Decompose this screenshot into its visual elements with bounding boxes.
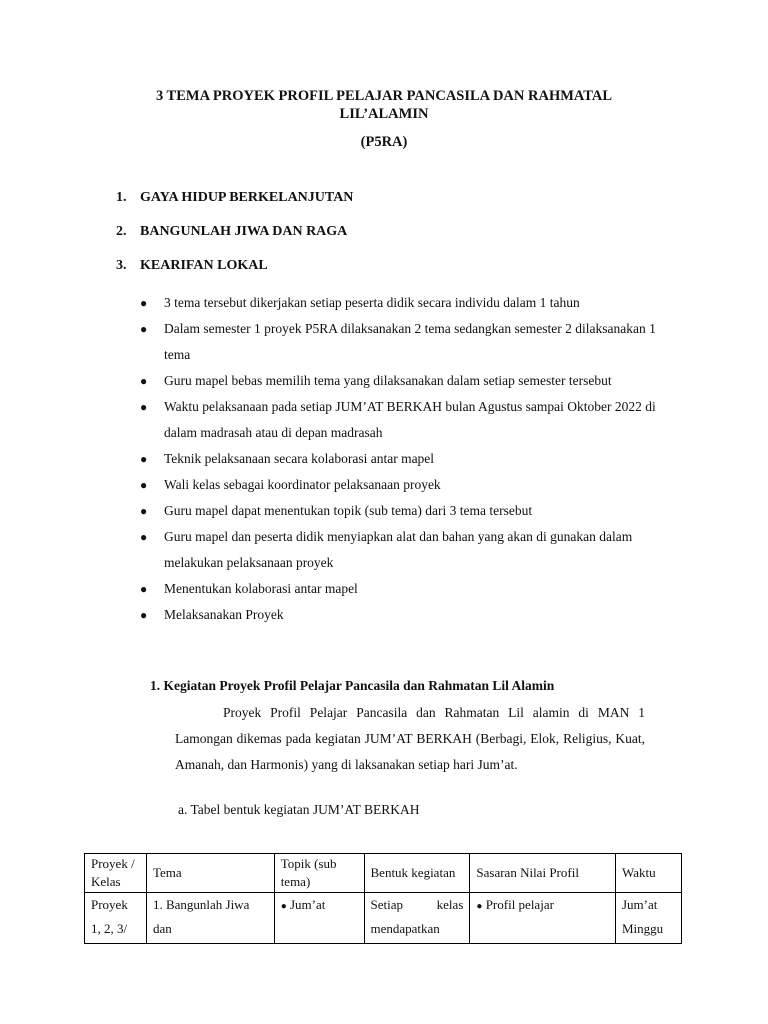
bullet-text: Melaksanakan Proyek <box>164 607 284 622</box>
theme-label: KEARIFAN LOKAL <box>140 258 268 273</box>
bullet-dot-icon: ● <box>280 901 287 912</box>
bullet-text: Waktu pelaksanaan pada setiap JUM’AT BERKAH bulan Agustus sampai Oktober 2022 di dalam madrasah atau di depan madrasah <box>164 399 656 440</box>
bullet-item <box>140 498 660 524</box>
theme-label: GAYA HIDUP BERKELANJUTAN <box>140 190 354 205</box>
bullet-dot-icon: ● <box>140 582 148 596</box>
bullet-dot-icon: ● <box>140 608 148 622</box>
theme-number: 1. <box>116 190 127 205</box>
bullet-item <box>140 576 660 602</box>
bullet-dot-icon: ● <box>140 322 148 336</box>
table-row <box>85 893 682 944</box>
bullet-dot-icon: ● <box>140 478 148 492</box>
bullet-text: 3 tema tersebut dikerjakan setiap peserta didik secara individu dalam 1 tahun <box>164 295 580 310</box>
header-bentuk: Bentuk kegiatan <box>364 854 470 893</box>
bullet-dot-icon: ● <box>140 374 148 388</box>
doc-title-line3: (P5RA) <box>360 134 408 150</box>
bullet-item <box>140 472 660 498</box>
bullet-item <box>140 602 660 628</box>
cell-sasaran <box>470 893 616 944</box>
bullet-dot-icon: ● <box>140 400 148 414</box>
bullet-text: Guru mapel dapat menentukan topik (sub tema) dari 3 tema tersebut <box>164 503 533 518</box>
cell-bentuk: Setiap kelas mendapatkan <box>364 893 470 944</box>
bullet-text: Guru mapel dan peserta didik menyiapkan alat dan bahan yang akan di gunakan dalam melakukan pelaksanaan proyek <box>164 529 633 570</box>
cell-topik <box>274 893 364 944</box>
bullet-dot-icon: ● <box>140 530 148 544</box>
theme-label: BANGUNLAH JIWA DAN RAGA <box>140 224 348 239</box>
theme-item <box>116 224 353 258</box>
activity-table <box>84 853 682 944</box>
section-heading: 1. Kegiatan Proyek Profil Pelajar Pancasila dan Rahmatan Lil Alamin <box>150 678 555 693</box>
bullet-item <box>140 316 660 368</box>
bullet-item <box>140 368 660 394</box>
theme-list <box>116 190 353 292</box>
bullet-text: Teknik pelaksanaan secara kolaborasi antar mapel <box>164 451 435 466</box>
bullet-dot-icon: ● <box>140 452 148 466</box>
section-paragraph <box>175 700 645 778</box>
header-proyek: Proyek / Kelas <box>85 854 147 893</box>
header-tema: Tema <box>146 854 274 893</box>
cell-proyek: Proyek 1, 2, 3/ <box>85 893 147 944</box>
table-header-row <box>85 854 682 893</box>
theme-number: 3. <box>116 258 127 273</box>
bullet-text: Wali kelas sebagai koordinator pelaksanaan proyek <box>164 477 441 492</box>
doc-title-line1: 3 TEMA PROYEK PROFIL PELAJAR PANCASILA DAN RAHMATAL <box>155 88 613 104</box>
bullet-dot-icon: ● <box>140 504 148 518</box>
bullet-item <box>140 446 660 472</box>
header-sasaran: Sasaran Nilai Profil <box>470 854 616 893</box>
theme-item <box>116 190 353 224</box>
bullet-text: Dalam semester 1 proyek P5RA dilaksanakan 2 tema sedangkan semester 2 dilaksanakan 1 tema <box>164 321 656 362</box>
bullet-text: Guru mapel bebas memilih tema yang dilaksanakan dalam setiap semester tersebut <box>164 373 612 388</box>
cell-sasaran-text: Profil pelajar <box>485 897 554 912</box>
theme-item <box>116 258 353 292</box>
header-waktu: Waktu <box>616 854 682 893</box>
bullet-dot-icon: ● <box>140 296 148 310</box>
bullet-dot-icon: ● <box>476 901 483 912</box>
bullet-text: Menentukan kolaborasi antar mapel <box>164 581 358 596</box>
header-topik: Topik (sub tema) <box>274 854 364 893</box>
cell-tema: 1. Bangunlah Jiwa dan <box>146 893 274 944</box>
bullet-list <box>140 290 660 628</box>
paragraph-text: Proyek Profil Pelajar Pancasila dan Rahmatan Lil alamin di MAN 1 Lamongan dikemas pada kegiatan JUM’AT BERKAH (Berbagi, Elok, Religius, Kuat, Amanah, dan Harmonis) yang di laksanakan setiap hari Jum’at. <box>175 705 645 772</box>
cell-topik-text: Jum’at <box>289 897 326 912</box>
doc-title-line2: LIL’ALAMIN <box>339 106 429 122</box>
theme-number: 2. <box>116 224 127 239</box>
table-caption: a. Tabel bentuk kegiatan JUM’AT BERKAH <box>178 802 420 817</box>
bullet-item <box>140 524 660 576</box>
bullet-item <box>140 394 660 446</box>
cell-waktu: Jum’at Minggu <box>616 893 682 944</box>
bullet-item <box>140 290 660 316</box>
